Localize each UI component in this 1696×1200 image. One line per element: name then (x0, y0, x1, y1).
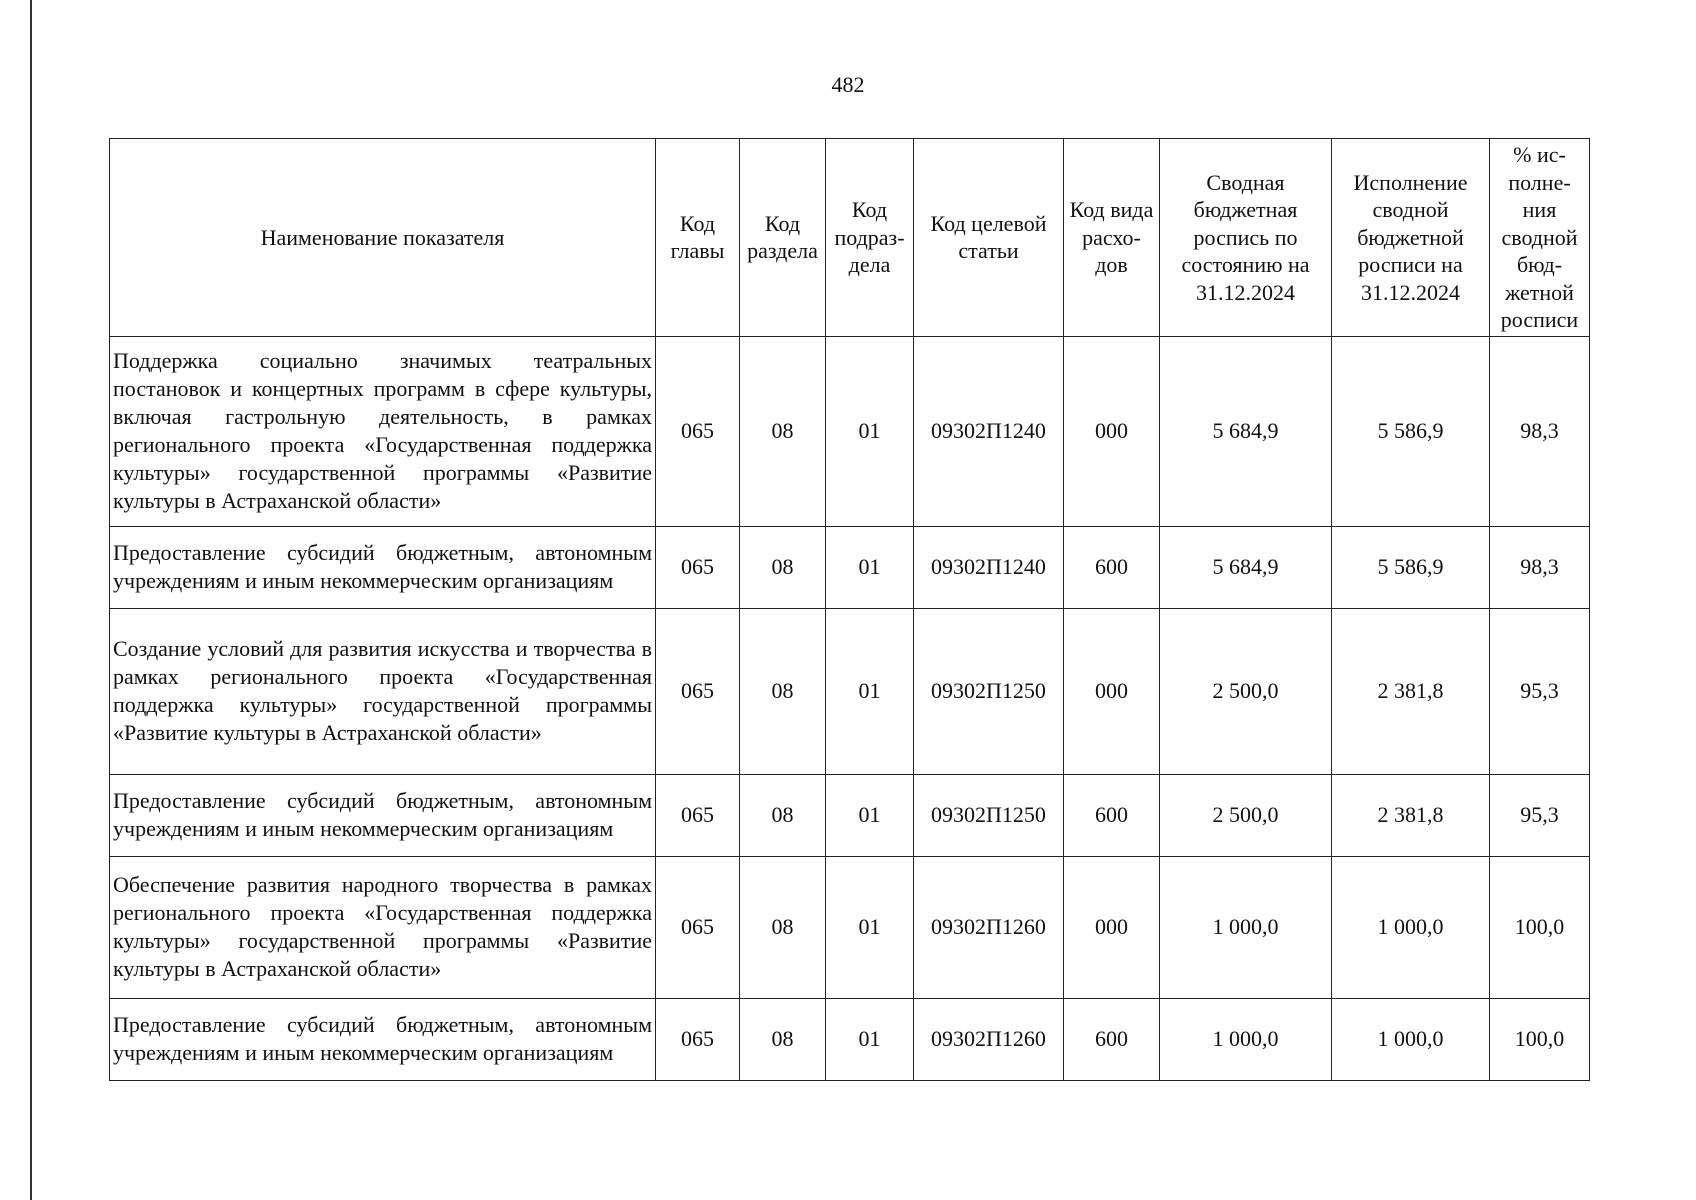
row-chapter: 065 (656, 774, 740, 856)
header-subsection-code: Код подраз-дела (826, 139, 914, 337)
header-target-code: Код целевой статьи (914, 139, 1064, 337)
row-name: Создание условий для развития искусства и творчества в рамках регионального проекта «Государственная поддержка культуры» государственной программы «Развитие культуры в Астраханской области» (110, 608, 656, 774)
row-execution: 5 586,9 (1332, 336, 1490, 526)
row-execution: 5 586,9 (1332, 526, 1490, 608)
row-percent: 100,0 (1490, 998, 1590, 1080)
header-expense-type-code: Код вида расхо-дов (1064, 139, 1160, 337)
header-percent: % ис-полне-ния сводной бюд-жетной росписи (1490, 139, 1590, 337)
row-percent: 98,3 (1490, 526, 1590, 608)
row-percent: 95,3 (1490, 608, 1590, 774)
header-section-code: Код раздела (740, 139, 826, 337)
row-subsection: 01 (826, 856, 914, 998)
row-section: 08 (740, 774, 826, 856)
header-execution: Исполнение сводной бюджетной росписи на 31.12.2024 (1332, 139, 1490, 337)
row-target: 09302П1240 (914, 336, 1064, 526)
row-budget: 1 000,0 (1160, 998, 1332, 1080)
table-row (110, 336, 1590, 526)
row-expense-type: 000 (1064, 336, 1160, 526)
row-expense-type: 600 (1064, 526, 1160, 608)
row-chapter: 065 (656, 998, 740, 1080)
row-section: 08 (740, 998, 826, 1080)
budget-execution-table (109, 138, 1590, 1081)
row-expense-type: 600 (1064, 998, 1160, 1080)
row-budget: 2 500,0 (1160, 608, 1332, 774)
row-section: 08 (740, 608, 826, 774)
row-section: 08 (740, 336, 826, 526)
row-subsection: 01 (826, 526, 914, 608)
row-chapter: 065 (656, 336, 740, 526)
row-target: 09302П1260 (914, 856, 1064, 998)
row-chapter: 065 (656, 856, 740, 998)
row-target: 09302П1250 (914, 608, 1064, 774)
page-number: 482 (831, 72, 865, 97)
row-chapter: 065 (656, 526, 740, 608)
row-budget: 5 684,9 (1160, 336, 1332, 526)
row-subsection: 01 (826, 774, 914, 856)
row-execution: 1 000,0 (1332, 998, 1490, 1080)
table-header-row (110, 139, 1590, 337)
row-subsection: 01 (826, 608, 914, 774)
row-subsection: 01 (826, 336, 914, 526)
row-percent: 100,0 (1490, 856, 1590, 998)
row-expense-type: 000 (1064, 856, 1160, 998)
row-budget: 5 684,9 (1160, 526, 1332, 608)
row-percent: 95,3 (1490, 774, 1590, 856)
left-margin-line (30, 0, 32, 1200)
row-budget: 1 000,0 (1160, 856, 1332, 998)
row-name: Предоставление субсидий бюджетным, автономным учреждениям и иным некоммерческим организациям (110, 774, 656, 856)
table-row (110, 774, 1590, 856)
row-percent: 98,3 (1490, 336, 1590, 526)
table-row (110, 856, 1590, 998)
header-budget-schedule: Сводная бюджетная роспись по состоянию на 31.12.2024 (1160, 139, 1332, 337)
row-section: 08 (740, 526, 826, 608)
row-target: 09302П1250 (914, 774, 1064, 856)
header-chapter-code: Код главы (656, 139, 740, 337)
row-name: Поддержка социально значимых театральных постановок и концертных программ в сфере культуры, включая гастрольную деятельность, в рамках регионального проекта «Государственная поддержка культуры» государственной программы «Развитие культуры в Астраханской области» (110, 336, 656, 526)
table-row (110, 998, 1590, 1080)
row-execution: 2 381,8 (1332, 774, 1490, 856)
row-name: Предоставление субсидий бюджетным, автономным учреждениям и иным некоммерческим организациям (110, 526, 656, 608)
row-name: Предоставление субсидий бюджетным, автономным учреждениям и иным некоммерческим организациям (110, 998, 656, 1080)
table-row (110, 526, 1590, 608)
row-expense-type: 600 (1064, 774, 1160, 856)
row-name: Обеспечение развития народного творчества в рамках регионального проекта «Государственная поддержка культуры» государственной программы «Развитие культуры в Астраханской области» (110, 856, 656, 998)
row-execution: 2 381,8 (1332, 608, 1490, 774)
row-section: 08 (740, 856, 826, 998)
row-execution: 1 000,0 (1332, 856, 1490, 998)
header-name: Наименование показателя (110, 139, 656, 337)
row-subsection: 01 (826, 998, 914, 1080)
row-chapter: 065 (656, 608, 740, 774)
row-target: 09302П1260 (914, 998, 1064, 1080)
row-expense-type: 000 (1064, 608, 1160, 774)
row-target: 09302П1240 (914, 526, 1064, 608)
table-row (110, 608, 1590, 774)
row-budget: 2 500,0 (1160, 774, 1332, 856)
